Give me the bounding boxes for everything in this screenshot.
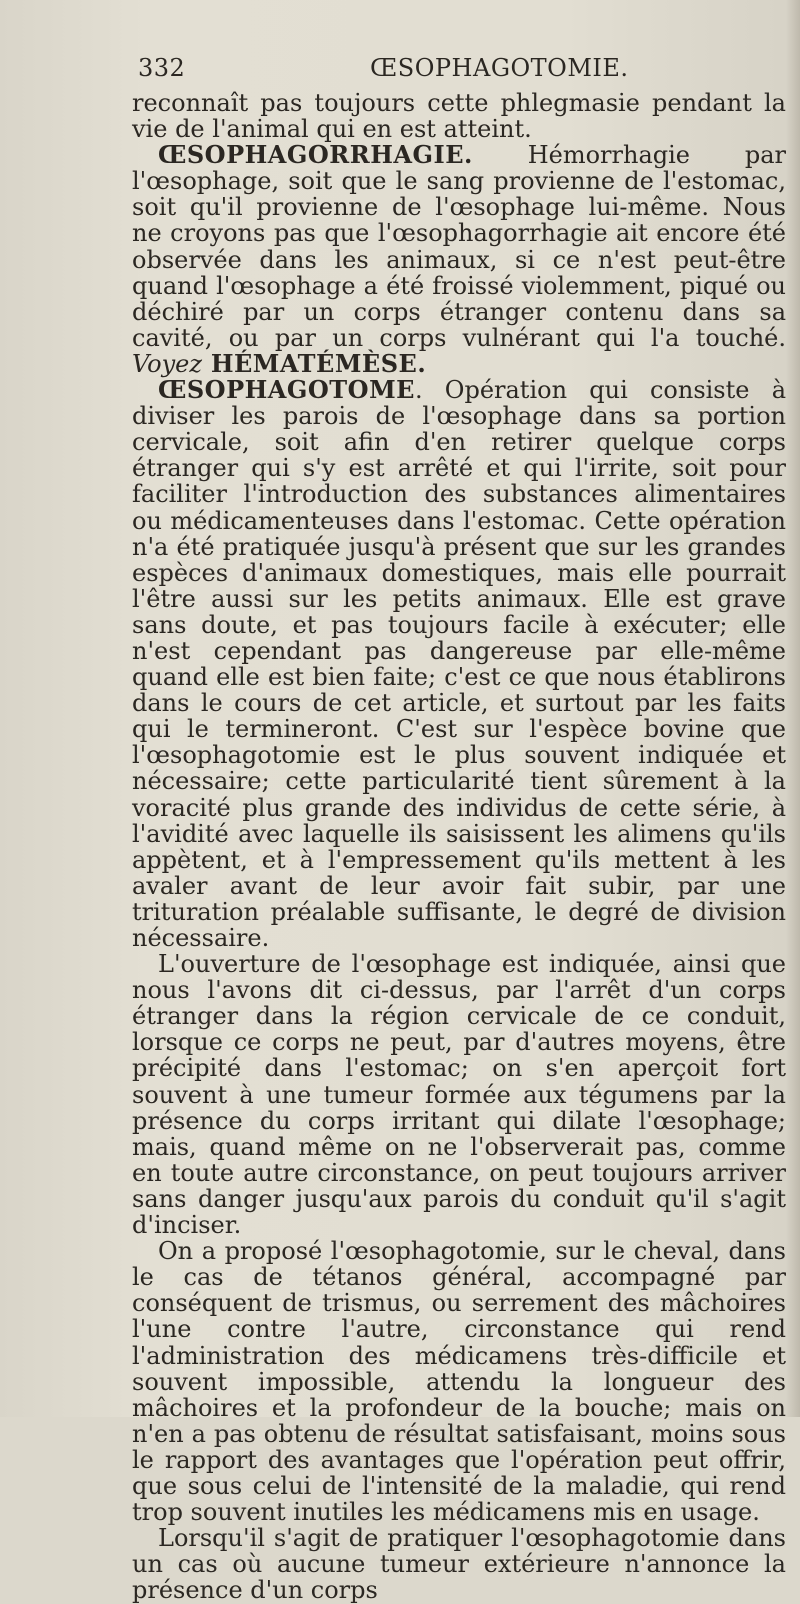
body-text bbox=[132, 90, 786, 1603]
paragraph-text: Lorsqu'il s'agit de pratiquer l'œsophagotomie dans un cas où aucune tumeur extérieure n'annonce la présence d'un corps bbox=[132, 1524, 786, 1604]
paragraph-text: reconnaît pas toujours cette phlegmasie pendant la vie de l'animal qui en est atteint. bbox=[132, 89, 786, 144]
see-also-label: Voyez bbox=[132, 349, 202, 378]
paragraph bbox=[132, 951, 786, 1238]
paragraph bbox=[132, 1525, 786, 1603]
entry-headword: ŒSOPHAGORRHAGIE. bbox=[158, 140, 473, 170]
paragraph-text: L'ouverture de l'œsophage est indiquée, ainsi que nous l'avons dit ci-dessus, par l'arrêt d'un corps étranger dans la région cervicale de ce conduit, lorsque ce corps ne peut, par d'autres moyens, être précipité dans l'estomac; on s'en aperçoit fort souvent à une tumeur formée aux tégumens par la présence du corps irritant qui dilate l'œsophage; mais, quand même on ne l'observerait pas, comme en toute autre circonstance, on peut toujours arriver sans danger jusqu'aux parois du conduit qu'il s'agit d'inciser. bbox=[132, 950, 786, 1240]
entry-text: . Opération qui consiste à diviser les parois de l'œsophage dans sa portion cervicale, soit afin d'en retirer quelque corps étranger qui s'y est arrêté et qui l'irrite, soit pour faciliter l'introduction des substances alimentaires ou médicamenteuses dans l'estomac. Cette opération n'a été pratiquée jusqu'à présent que sur les grandes espèces d'animaux domestiques, mais elle pourrait l'être aussi sur les petits animaux. Elle est grave sans doute, et pas toujours facile à exécuter; elle n'est cependant pas dangereuse par elle-même quand elle est bien faite; c'est ce que nous établirons dans le cours de cet article, et surtout par les faits qui le termineront. C'est sur l'espèce bovine que l'œsophagotomie est le plus souvent indiquée et nécessaire; cette particularité tient sûrement à la voracité plus grande des individus de cette série, à l'avidité avec laquelle ils saisissent les alimens qu'ils appètent, et à l'empressement qu'ils mettent à les avaler avant de leur avoir fait subir, par une trituration préalable suffisante, le degré de division nécessaire. bbox=[132, 376, 786, 952]
page-number: 332 bbox=[138, 54, 186, 82]
paragraph-text: On a proposé l'œsophagotomie, sur le cheval, dans le cas de tétanos général, accompagné par conséquent de trismus, ou serrement des mâchoires l'une contre l'autre, circonstance qui rend l'administration des médicamens très-difficile et souvent impossible, attendu la longueur des mâchoires et la profondeur de la bouche; mais on n'en a pas obtenu de résultat satisfaisant, moins sous le rapport des avantages que l'opération peut offrir, que sous celui de l'intensité de la maladie, qui rend trop souvent inutiles les médicamens mis en usage. bbox=[132, 1237, 786, 1527]
paragraph bbox=[132, 1238, 786, 1525]
entry-oesophagorrhagie bbox=[132, 142, 786, 377]
entry-headword: ŒSOPHAGOTOME bbox=[158, 375, 415, 405]
running-title: ŒSOPHAGOTOMIE. bbox=[370, 54, 629, 82]
see-also-target: HÉMATÉMÈSE. bbox=[201, 348, 427, 378]
page-header bbox=[138, 54, 629, 88]
page-edge-shadow bbox=[786, 0, 800, 1417]
entry-oesophagotome bbox=[132, 377, 786, 951]
paragraph-continuation bbox=[132, 90, 786, 142]
entry-text: Hémorrhagie par l'œsophage, soit que le sang provienne de l'estomac, soit qu'il provienne de l'œsophage lui-même. Nous ne croyons pas que l'œsophagorrhagie ait encore été observée dans les animaux, si ce n'est peut-être quand l'œsophage a été froissé violemment, piqué ou déchiré par un corps étranger contenu dans sa cavité, ou par un corps vulnérant qui l'a touché. bbox=[132, 141, 786, 352]
